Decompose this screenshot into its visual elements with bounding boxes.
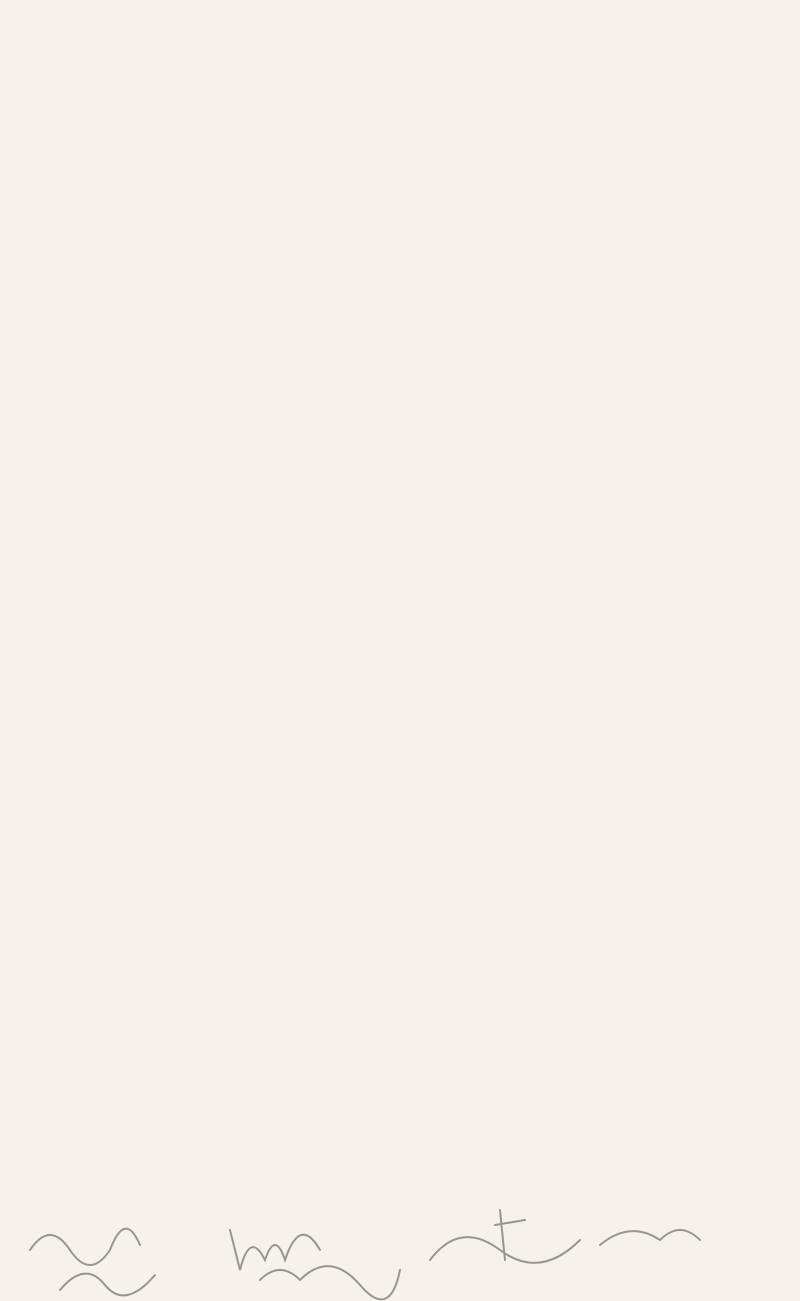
handwritten-scrawl bbox=[0, 1150, 800, 1301]
